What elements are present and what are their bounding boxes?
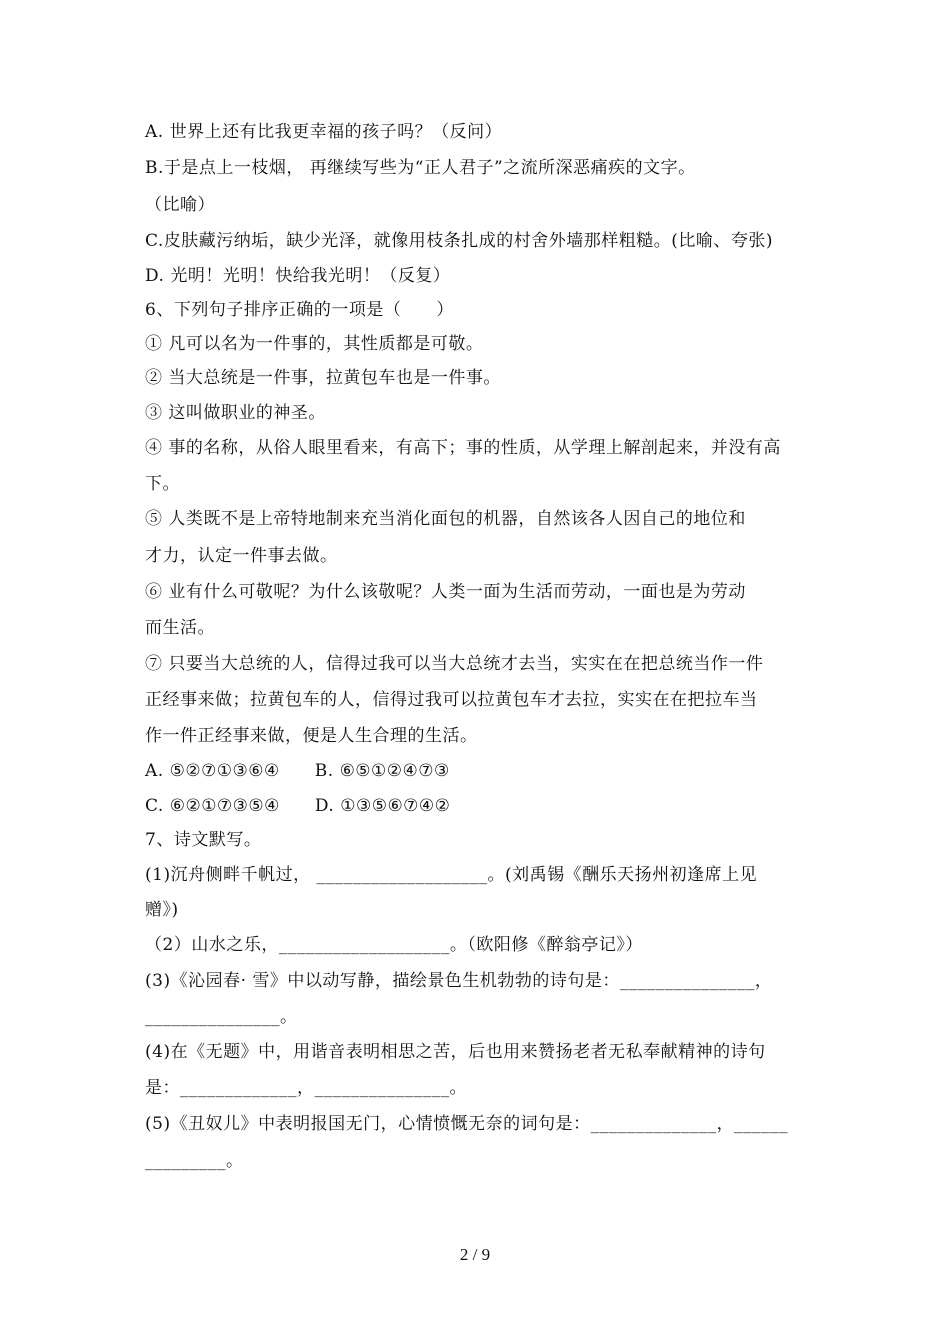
sentence-2: ② 当大总统是一件事，拉黄包车也是一件事。 (145, 368, 501, 388)
sentence-5-continuation: 才力，认定一件事去做。 (145, 546, 338, 566)
question-7-title: 7、诗文默写。 (145, 830, 262, 850)
poem-item-5-continuation: _________。 (145, 1151, 244, 1171)
poem-item-1-continuation: 赠》) (145, 900, 179, 920)
poem-item-3-continuation: _______________。 (145, 1007, 298, 1027)
poem-item-5: (5)《丑奴儿》中表明报国无门，心情愤慨无奈的词句是：______________，______ (145, 1114, 789, 1134)
sentence-7-continuation-2: 作一件正经事来做，便是人生合理的生活。 (145, 726, 478, 746)
poem-item-1: (1)沉舟侧畔千帆过， ___________________。(刘禹锡《酬乐天扬州初逢席上见 (145, 865, 758, 885)
sentence-7-continuation-1: 正经事来做；拉黄包车的人，信得过我可以拉黄包车才去拉，实实在在把拉车当 (145, 690, 758, 710)
sentence-6-continuation: 而生活。 (145, 618, 215, 638)
poem-item-4: (4)在《无题》中，用谐音表明相思之苦，后也用来赞扬老者无私奉献精神的诗句 (145, 1042, 766, 1062)
option-b-rhetoric: B.于是点上一枝烟， 再继续写些为“正人君子”之流所深恶痛疾的文字。 (145, 158, 696, 178)
sentence-3: ③ 这叫做职业的神圣。 (145, 403, 326, 423)
poem-item-4-continuation: 是：_____________，_______________。 (145, 1078, 467, 1098)
sentence-4-continuation: 下。 (145, 474, 180, 494)
question-6-options-ab: A. ⑤②⑦①③⑥④ B. ⑥⑤①②④⑦③ (145, 761, 450, 781)
sentence-6: ⑥ 业有什么可敬呢？为什么该敬呢？人类一面为生活而劳动，一面也是为劳动 (145, 582, 746, 602)
option-d-rhetoric: D. 光明！光明！快给我光明！（反复） (145, 266, 451, 286)
sentence-5: ⑤ 人类既不是上帝特地制来充当消化面包的机器，自然该各人因自己的地位和 (145, 509, 746, 529)
sentence-1: ① 凡可以名为一件事的，其性质都是可敬。 (145, 334, 484, 354)
sentence-4: ④ 事的名称，从俗人眼里看来，有高下；事的性质，从学理上解剖起来，并没有高 (145, 438, 781, 458)
option-c-rhetoric: C.皮肤藏污纳垢，缺少光泽，就像用枝条扎成的村舍外墙那样粗糙。(比喻、夸张) (145, 231, 774, 251)
option-a-rhetoric: A. 世界上还有比我更幸福的孩子吗？（反问） (145, 122, 503, 142)
question-6-options-cd: C. ⑥②①⑦③⑤④ D. ①③⑤⑥⑦④② (145, 796, 451, 816)
poem-item-3: (3)《沁园春· 雪》中以动写静，描绘景色生机勃勃的诗句是：_______________， (145, 971, 773, 991)
page-number: 2 / 9 (459, 1245, 491, 1264)
question-6-title: 6、下列句子排序正确的一项是（ ） (145, 300, 454, 320)
poem-item-2: （2）山水之乐，___________________。（欧阳修《醉翁亭记》） (145, 935, 643, 955)
sentence-7: ⑦ 只要当大总统的人，信得过我可以当大总统才去当，实实在在把总统当作一件 (145, 654, 764, 674)
option-b-continuation: （比喻） (145, 195, 215, 215)
